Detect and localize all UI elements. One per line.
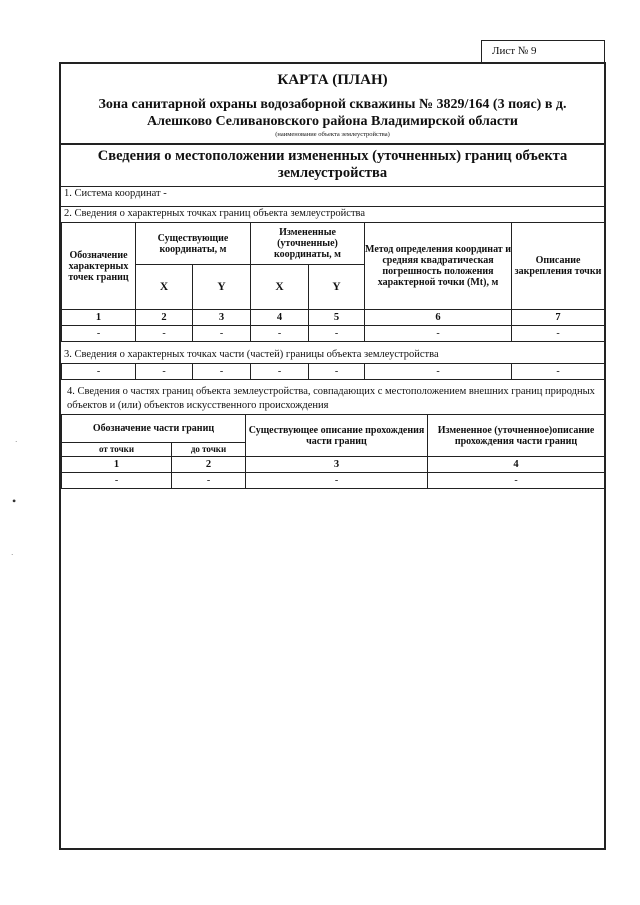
table-cell: - — [309, 326, 365, 342]
points-table — [61, 222, 605, 342]
column-number: 4 — [428, 457, 605, 473]
header-existing-coords: Существующие координаты, м — [136, 223, 251, 265]
column-number: 1 — [62, 457, 172, 473]
header-y: Y — [193, 265, 251, 310]
scan-speck: · — [15, 438, 18, 446]
table-cell: - — [193, 326, 251, 342]
header-to-point: до точки — [172, 443, 246, 457]
header-designation: Обозначение характерных точек границ — [62, 223, 136, 310]
table-cell: - — [512, 326, 605, 342]
scan-speck: · — [11, 551, 14, 559]
header-fixing-description: Описание закрепления точки — [512, 223, 605, 310]
table-cell: - — [428, 473, 605, 489]
header-from-point: от точки — [62, 443, 172, 457]
section3-label: 3. Сведения о характерных точках части (частей) границы объекта землеустройства — [64, 349, 439, 360]
boundary-parts-table — [61, 414, 605, 489]
column-number: 5 — [309, 310, 365, 326]
table-row — [62, 473, 605, 489]
document-frame — [59, 62, 606, 850]
divider — [61, 143, 604, 145]
table-cell: - — [136, 326, 193, 342]
sheet-number-label: Лист № 9 — [492, 45, 537, 57]
header-y-changed: Y — [309, 265, 365, 310]
column-number: 3 — [246, 457, 428, 473]
column-number: 2 — [136, 310, 193, 326]
table-cell: - — [365, 326, 512, 342]
column-number: 6 — [365, 310, 512, 326]
section-heading: Сведения о местоположении измененных (уточненных) границ объекта землеустройства — [97, 148, 568, 181]
header-existing-description: Существующее описание прохождения части границ — [246, 415, 428, 457]
table-cell: - — [136, 364, 193, 380]
column-number: 2 — [172, 457, 246, 473]
divider — [61, 206, 604, 207]
map-title: КАРТА (ПЛАН) — [277, 72, 388, 88]
table-cell: - — [251, 326, 309, 342]
table-cell: - — [62, 473, 172, 489]
header-part-designation: Обозначение части границ — [62, 415, 246, 443]
table-cell: - — [309, 364, 365, 380]
part-points-table — [61, 363, 605, 380]
table-cell: - — [172, 473, 246, 489]
table-cell: - — [365, 364, 512, 380]
coordinate-system-line: 1. Система координат - — [64, 188, 167, 199]
object-name-caption: (наименование объекта землеустройства) — [275, 131, 390, 138]
table-cell: - — [246, 473, 428, 489]
sheet-number-box — [481, 40, 605, 62]
table-cell: - — [193, 364, 251, 380]
scan-speck: • — [12, 494, 17, 508]
column-number: 1 — [62, 310, 136, 326]
table-row — [62, 326, 605, 342]
column-number: 7 — [512, 310, 605, 326]
object-name: Зона санитарной охраны водозаборной скважины № 3829/164 (3 пояс) в д. Алешково Селивановского района Владимирской области — [98, 97, 567, 129]
header-method: Метод определения координат и средняя квадратическая погрешность положения характерной точки (Mt), м — [365, 223, 512, 310]
table-cell: - — [512, 364, 605, 380]
header-changed-coords: Измененные (уточненные) координаты, м — [251, 223, 365, 265]
section4-label: 4. Сведения о частях границ объекта землеустройства, совпадающих с местоположением внешних границ природных объектов и (или) объектов искусственного происхождения — [67, 386, 595, 411]
header-x-changed: X — [251, 265, 309, 310]
column-number: 4 — [251, 310, 309, 326]
header-changed-description: Измененное (уточненное)описание прохождения части границ — [428, 415, 605, 457]
table-cell: - — [62, 326, 136, 342]
column-number: 3 — [193, 310, 251, 326]
header-x: X — [136, 265, 193, 310]
table-cell: - — [251, 364, 309, 380]
table-row — [62, 364, 605, 380]
table-cell: - — [62, 364, 136, 380]
divider — [61, 186, 604, 187]
section2-label: 2. Сведения о характерных точках границ объекта землеустройства — [64, 208, 366, 219]
